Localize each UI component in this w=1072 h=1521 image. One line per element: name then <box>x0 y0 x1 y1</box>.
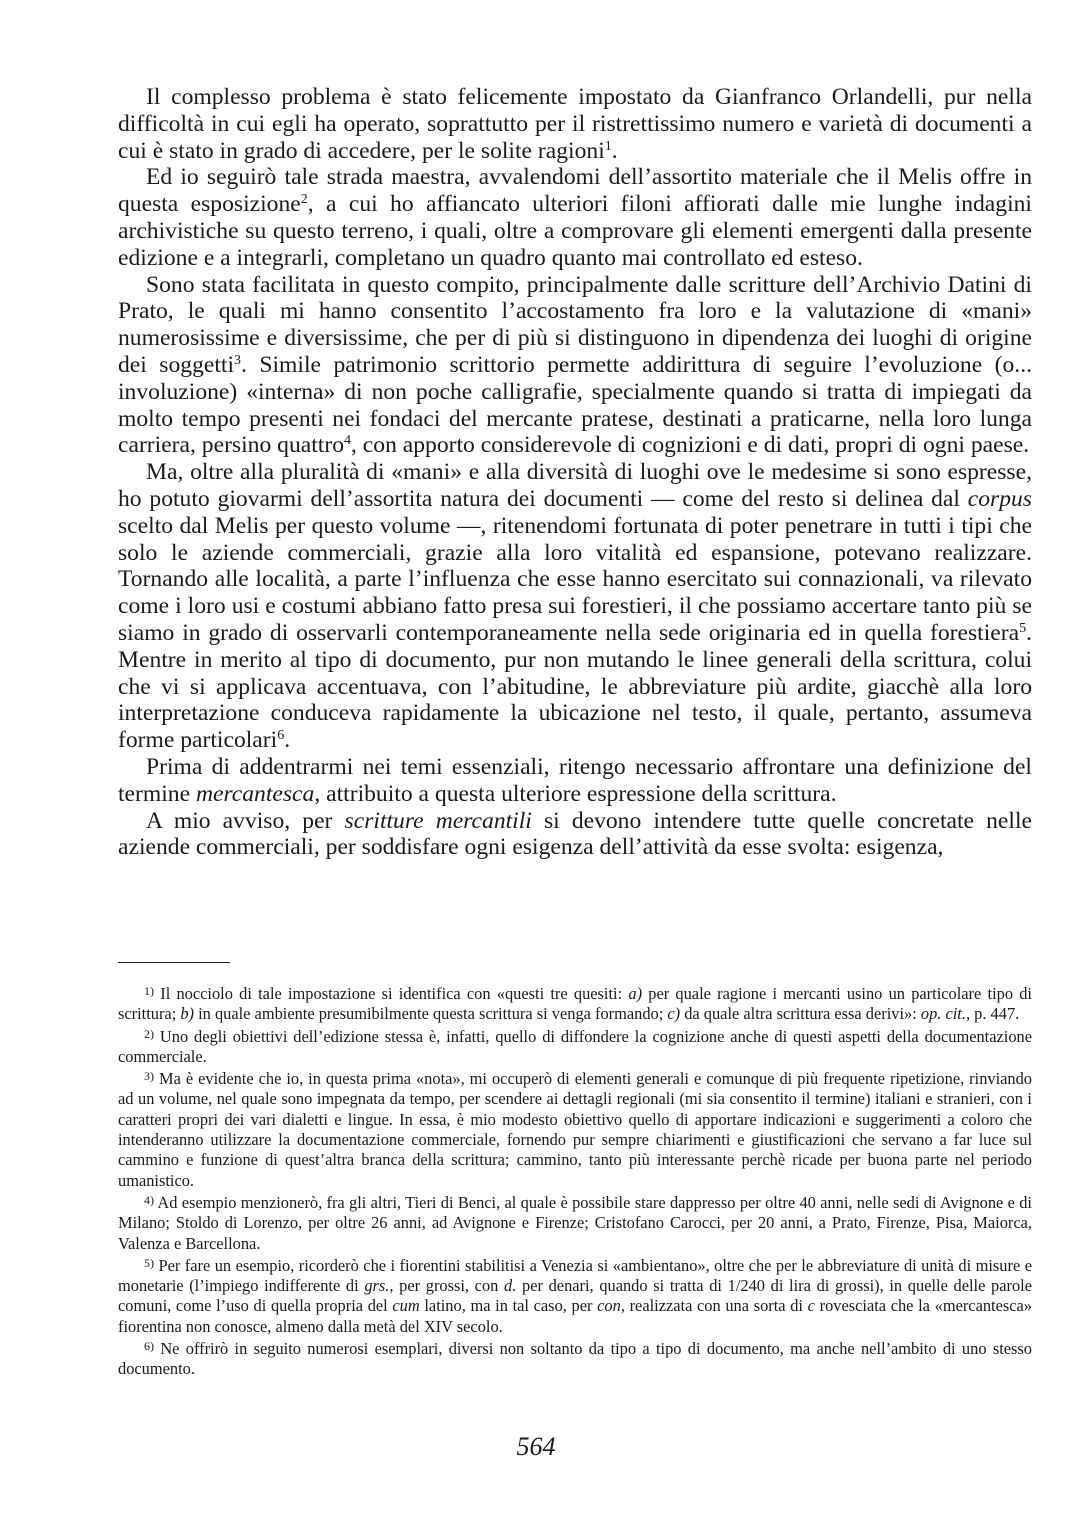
footnote-text: Ne offrirò in seguito numerosi esemplari, diversi non soltanto da tipo a tipo di documento, ma anche nell’ambito di uno stesso documento. <box>118 1339 1032 1379</box>
paragraph-italic-text: mercantesca <box>195 780 315 807</box>
paragraph-italic-text: corpus <box>967 485 1032 512</box>
paragraph-text: , con apporto considerevole di cognizioni e di dati, propri di ogni paese. <box>351 432 1030 459</box>
paragraph <box>118 272 1032 460</box>
footnote-italic-text: op. cit. <box>920 1004 966 1024</box>
paragraph-text: scelto dal Melis per questo volume —, ritenendomi fortunata di poter penetrare in tutti i tipi che solo le aziende commerciali, grazie alla loro vitalità ed espansione, potevano realizzare. Tornando alle località, a parte l’influenza che esse hanno esercitato sui connazionali, va rilevato come i loro usi e costumi abbiano fatto presa sui forestieri, il che possiamo accertare tanto più se siamo in grado di osservarli contemporaneamente nella sede originaria ed in quella forestiera <box>118 512 1032 646</box>
footnote-text: Il nocciolo di tale impostazione si identifica con «questi tre quesiti: <box>160 984 629 1003</box>
paragraph-text: . <box>611 137 618 164</box>
footnote-number: 5) <box>144 1255 154 1270</box>
footnote-text: rovesciata che la «mercantesca» fiorentina non conosce, almeno dalla metà del XIV secolo. <box>118 1296 1033 1336</box>
footnote <box>118 1339 1032 1380</box>
paragraph-text: , attribuito a questa ulteriore espressione della scrittura. <box>314 780 837 807</box>
paragraph-text: si devono intendere tutte quelle concretate nelle aziende commerciali, per soddisfare ogni esigenza dell’attività da esse svolta: esigenza, <box>118 807 1032 861</box>
footnote-italic-text: cum <box>392 1296 420 1316</box>
footnote-text: per quale ragione i mercanti usino un particolare tipo di scrittura; <box>118 984 1032 1024</box>
paragraph <box>118 754 1032 808</box>
footnote-italic-text: c <box>807 1296 815 1316</box>
paragraph-text: , a cui ho affiancato ulteriori filoni affiorati dalle mie lunghe indagini archivistiche su questo terreno, i quali, oltre a comprovare gli elementi emergenti dalla presente edizione e a integrarli, completano un quadro quanto mai controllato ed esteso. <box>118 191 1032 271</box>
paragraph-text: . Mentre in merito al tipo di documento, pur non mutando le linee generali della scrittura, colui che vi si applicava accentuava, con l’abitudine, le abbreviature più ardite, giacchè alla loro interpretazione conduceva rapidamente la ubicazione nel testo, il quale, pertanto, assumeva forme particolari <box>118 619 1032 754</box>
footnote-text: , p. 447. <box>965 1004 1020 1024</box>
paragraph-text: . Simile patrimonio scrittorio permette addirittura di seguire l’evoluzione (o... involuzione) «interna» di non poche calligrafie, specialmente quando si tratta di impiegati da molto tempo presenti nei fondaci del mercante pratese, destinati a praticarne, nella loro lunga carriera, persino quattro <box>118 351 1033 459</box>
footnote-italic-text: a) <box>628 984 643 1003</box>
paragraph-italic-text: scritture mercantili <box>344 807 532 834</box>
footnote <box>118 1193 1032 1254</box>
footnote-number: 4) <box>144 1192 154 1207</box>
footnote <box>118 1027 1032 1068</box>
paragraph-text: Il complesso problema è stato felicemente impostato da Gianfranco Orlandelli, pur nella difficoltà in cui egli ha operato, soprattutto per il ristrettissimo numero e varietà di documenti a cui è stato in grado di accedere, per le solite ragioni <box>118 84 1032 164</box>
footnote-text: per denari, quando si tratta di 1/240 di lira di grossi), in quelle delle parole comuni, come l’uso di quella propria del <box>118 1276 1032 1316</box>
footnote-text: , per grossi, con <box>389 1276 505 1296</box>
footnote-reference: 4 <box>344 433 351 449</box>
footnote-text: , realizzata con una sorta di <box>620 1296 808 1316</box>
footnote-italic-text: grs. <box>364 1276 390 1296</box>
paragraph-text: A mio avviso, per <box>146 807 345 834</box>
footnote-number: 2) <box>144 1026 154 1041</box>
footnote-text: Per fare un esempio, ricorderò che i fiorentini stabilitisi a Venezia si «ambientano», oltre che per le abbreviature di unità di misure e monetarie (l’impiego indifferente di <box>118 1255 1032 1296</box>
main-text <box>118 84 1032 861</box>
paragraph <box>118 164 1032 271</box>
paragraph <box>118 459 1032 754</box>
paragraph-text: Sono stata facilitata in questo compito, principalmente dalle scritture dell’Archivio Datini di Prato, le quali mi hanno consentito l’accostamento fra loro e la valutazione di «mani» numerosissime e diversissime, che per di più si distinguono in dipendenza dei luoghi di origine dei soggetti <box>118 271 1032 378</box>
footnote-text: da quale altra scrittura essa derivi»: <box>680 1004 921 1024</box>
paragraph <box>118 808 1032 862</box>
footnote-reference: 2 <box>300 192 308 208</box>
footnote-text: Ma è evidente che io, in questa prima «nota», mi occuperò di elementi generali e comunque di più frequente ripetizione, rinviando ad un volume, nel quale sono impegnata da tempo, per scendere ai dettagli regionali (mi sia consentito il termine) italiani e stranieri, con i caratteri propri dei vari dialetti e lingue. In essa, è mio modesto obiettivo quello di apportare indicazioni e suggerimenti a coloro che intenderanno utilizzare la documentazione commerciale, fornendo pur sempre chiarimenti e giustificazioni che servano a far luce sul cammino e funzione di quest’altra branca della scrittura; cammino, tanto più interessante perchè ricade per buona parte nel periodo umanistico. <box>118 1069 1032 1190</box>
paragraph <box>118 84 1032 164</box>
footnote-reference: 1 <box>604 138 612 154</box>
footnote-reference: 3 <box>234 352 242 368</box>
footnote-number: 3) <box>144 1069 154 1084</box>
footnote-number: 6) <box>144 1339 154 1354</box>
footnote-text: latino, ma in tal caso, per <box>419 1296 598 1316</box>
paragraph-text: Ed io seguirò tale strada maestra, avvalendomi dell’assortito materiale che il Melis offre in questa esposizione <box>118 164 1032 218</box>
paragraph-text: . <box>284 727 291 754</box>
footnote-italic-text: con <box>597 1296 621 1316</box>
footnote-text: Ad esempio menzionerò, fra gli altri, Tieri di Benci, al quale è possibile stare dappresso per oltre 40 anni, nelle sedi di Avignone e di Milano; Stoldo di Lorenzo, per oltre 26 anni, ad Avignone e Firenze; Cristofano Carocci, per 20 anni, a Prato, Firenze, Pisa, Maiorca, Valenza e Barcellona. <box>118 1192 1032 1253</box>
footnote-reference: 5 <box>1019 620 1027 636</box>
paragraph-text: Prima di addentrarmi nei temi essenziali, ritengo necessario affrontare una definizione del termine <box>118 753 1032 807</box>
footnote-italic-text: c) <box>667 1004 681 1024</box>
paragraph-text: Ma, oltre alla pluralità di «mani» e alla diversità di luoghi ove le medesime si sono espresse, ho potuto giovarmi dell’assortita natura dei documenti — come del resto si delinea dal <box>118 459 1032 512</box>
footnote-separator <box>118 962 230 963</box>
footnote-text: in quale ambiente presumibilmente questa scrittura si venga formando; <box>194 1004 668 1024</box>
footnote-number: 1) <box>144 984 154 998</box>
footnote-italic-text: d. <box>504 1276 517 1296</box>
footnote-italic-text: b) <box>180 1004 195 1024</box>
footnote-reference: 6 <box>277 728 285 744</box>
footnote <box>118 1256 1032 1337</box>
footnote-text: Uno degli obiettivi dell’edizione stessa è, infatti, quello di diffondere la cognizione anche di questi aspetti della documentazione commerciale. <box>118 1026 1032 1066</box>
page-number: 564 <box>516 1432 556 1461</box>
footnotes <box>118 984 1032 1382</box>
footnote <box>118 1069 1032 1191</box>
footnote <box>118 984 1032 1025</box>
